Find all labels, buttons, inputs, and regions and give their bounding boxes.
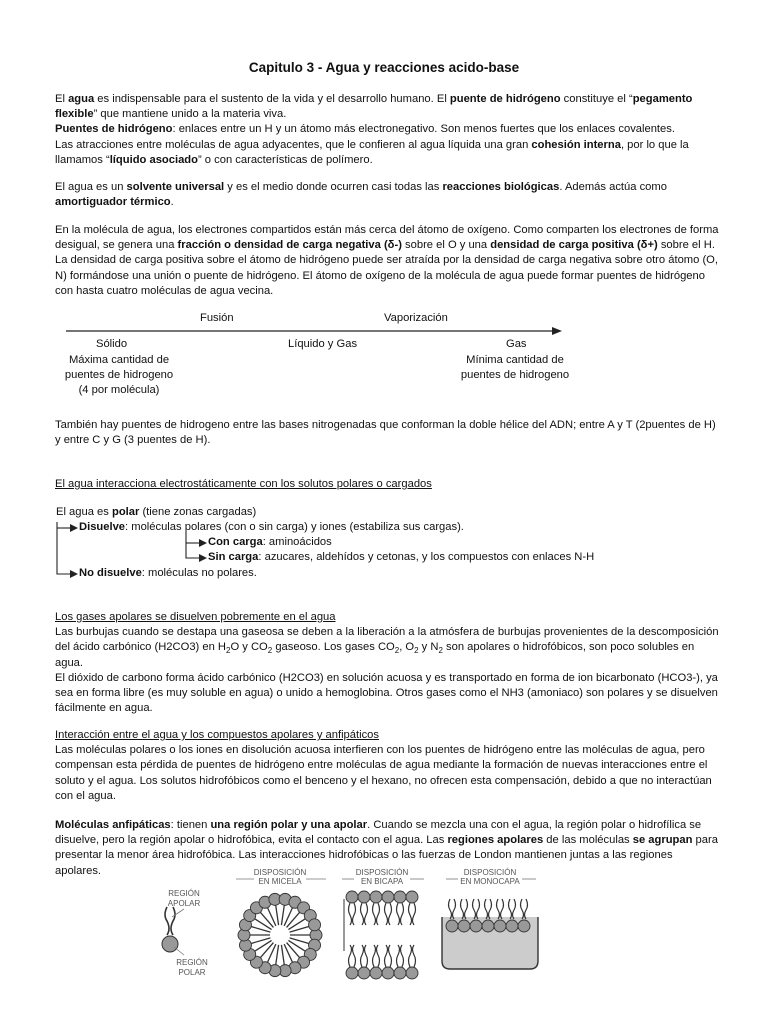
bilayer-drawing [346,891,418,979]
label-region-apolar-2: APOLAR [167,899,201,908]
label-vaporizacion: Vaporización [384,312,448,324]
label-region-polar-1: REGIÓN [176,958,208,967]
tree-no-disuelve: No disuelve: moléculas no polares. [79,567,257,579]
tree-con-carga: Con carga: aminoácidos [208,536,332,548]
section-heading-electrostatica: El agua interacciona electrostáticamente con los solutos polares o cargados [55,478,432,490]
label-bicapa-1: DISPOSICIÓN [355,868,409,877]
amphipathic-figure [150,865,570,985]
section-gases: Los gases apolares se disuelven pobremente en el agua Las burbujas cuando se destapa una gaseosa se deben a la liberación a la atmósfera de burbujas provenientes de la descomposición del ácido carbónico (H2CO3) en $H_2O$ y $CO_2$ gaseoso. Los gases $CO_2$, $O_2$ y $N_2$ son apolares o hidrofóbicos, son poco solubles en agua. El dióxido de carbono forma ácido carbónico (H2CO3) en solución acuosa y es transportado en forma de ion bicarbonato (HCO3-), ya sea en forma libre (es muy soluble en agua) o unido a hemoglobina. Otros gases como el NH3 (amoniaco) son polares y se disuelven fácilmente en agua. [47,610,719,716]
label-micela-2: EN MICELA [258,877,302,886]
paragraph-agua: El agua es indispensable para el sustento de la vida y el desarrollo humano. El puente de hidrógeno constituye el “pegamento flexible” que mantiene unido a la materia viva. [55,93,693,121]
paragraph-burbujas: Las burbujas cuando se destapa una gaseosa se deben a la liberación a la atmósfera de burbujas provenientes de la descomposición del ácido carbónico (H2CO3) en $H_2O$ y $CO_2$ gaseoso. Los gases $CO_2$, $O_2$ y $N_2$ son apolares o hidrofóbicos, son poco solubles en agua. [55,626,719,669]
page-title: Capitulo 3 - Agua y reacciones acido-base [248,60,520,75]
paragraph-adn: También hay puentes de hidrogeno entre las bases nitrogenadas que conforman la doble hélice del ADN; entre A y T (2puentes de H) y entre C y G (3 puentes de H). [55,419,716,447]
max-bonds-note: Máxima cantidad de puentes de hidrogeno (4 por molécula) [64,354,174,397]
label-monocapa-2: EN MONOCAPA [460,877,520,886]
label-bicapa-2: EN BICAPA [360,877,404,886]
min-bonds-note: Mínima cantidad de puentes de hidrogeno [460,354,570,382]
paragraph-compensacion: Las moléculas polares o los iones en disolución acuosa interfieren con los puentes de hidrógeno entre las moléculas de agua, pero compensan esta pérdida de puentes de hidrógeno entre moléculas de agua mediante la formación de nuevas interacciones entre el soluto y el agua. Los solutos hidrofóbicos como el benceno y el hexano, no ofrecen esta compensación, debido a que no interactúan con el agua. [55,744,712,802]
paragraph-cohesion: Las atracciones entre moléculas de agua adyacentes, que le confieren al agua líquida una gran cohesión interna, por lo que la llamamos “líquido asociado” o con características de polímero. [55,138,689,166]
label-fusion: Fusión [200,312,234,324]
intro-paragraphs [47,92,719,168]
tree-connectors [50,518,220,580]
tree-sin-carga: Sin carga: azucares, aldehídos y cetonas, y los compuestos con enlaces N-H [208,551,595,563]
section-apolares: Interacción entre el agua y los compuestos apolares y anfipáticos Las moléculas polares o los iones en disolución acuosa interfieren con los puentes de hidrógeno entre las moléculas de agua, pero compensan esta pérdida de puentes de hidrógeno entre moléculas de agua mediante la formación de nuevas interacciones entre el soluto y el agua. Los solutos hidrofóbicos como el benceno y el hexano, no ofrecen esta compensación, debido a que no interactúan con el agua. [47,728,719,804]
label-solido: Sólido [96,338,128,350]
label-region-polar-2: POLAR [178,968,206,977]
label-gas: Gas [506,338,527,350]
single-amphipathic-molecule [162,907,178,952]
micelle-drawing [238,893,322,976]
label-region-apolar-1: REGIÓN [168,889,200,898]
paragraph-anfipaticas: Moléculas anfipáticas: tienen una región polar y una apolar. Cuando se mezcla una con el agua, la región polar o hidrofílica se disuelve, pero la región apolar o hidrofóbica, evita el contacto con el agua. Las regiones apolares de las moléculas se agrupan para presentar la menor área hidrofóbica. Las interacciones hidrofóbicas o las fuerzas de London mantienen juntas a las regiones apolares. [55,819,718,877]
label-monocapa-1: DISPOSICIÓN [463,868,517,877]
label-liquido-gas: Líquido y Gas [288,338,358,350]
paragraph-dioxido: El dióxido de carbono forma ácido carbónico (H2CO3) en solución acuosa y es transportado en forma de ion bicarbonato (HCO3-), ya sea en forma libre (es muy soluble en agua) o unido a hemoglobina. Otros gases como el NH3 (amoniaco) son polares y se disuelven fácilmente en agua. [55,671,718,715]
paragraph-molecula: En la molécula de agua, los electrones compartidos están más cerca del átomo de oxígeno. Como comparten los electrones de forma desigual, se genera una fracción o densidad de carga negativa (δ-) sobre el O y una densidad de carga positiva (δ+) sobre el H. La densidad de carga positiva sobre el átomo de hidrógeno puede ser atraída por la densidad de carga negativa sobre otro átomo (O, N) formándose una unión o puente de hidrógeno. El átomo de oxígeno de la molécula de agua puede formar puentes de hidrógeno con hasta cuatro moléculas de agua vecina. [55,224,719,297]
phase-arrow [60,324,570,338]
paragraph-puentes: Puentes de hidrógeno: enlaces entre un H y un átomo más electronegativo. Son menos fuertes que los enlaces covalentes. [55,123,675,136]
tree-root: El agua es polar (tiene zonas cargadas) [56,506,257,518]
paragraph-solvente: El agua es un solvente universal y es el medio donde ocurren casi todas las reacciones biológicas. Además actúa como amortiguador térmico. [55,181,667,209]
tree-disuelve: Disuelve: moléculas polares (con o sin carga) y iones (estabiliza sus cargas). [79,521,464,533]
label-micela-1: DISPOSICIÓN [253,868,307,877]
